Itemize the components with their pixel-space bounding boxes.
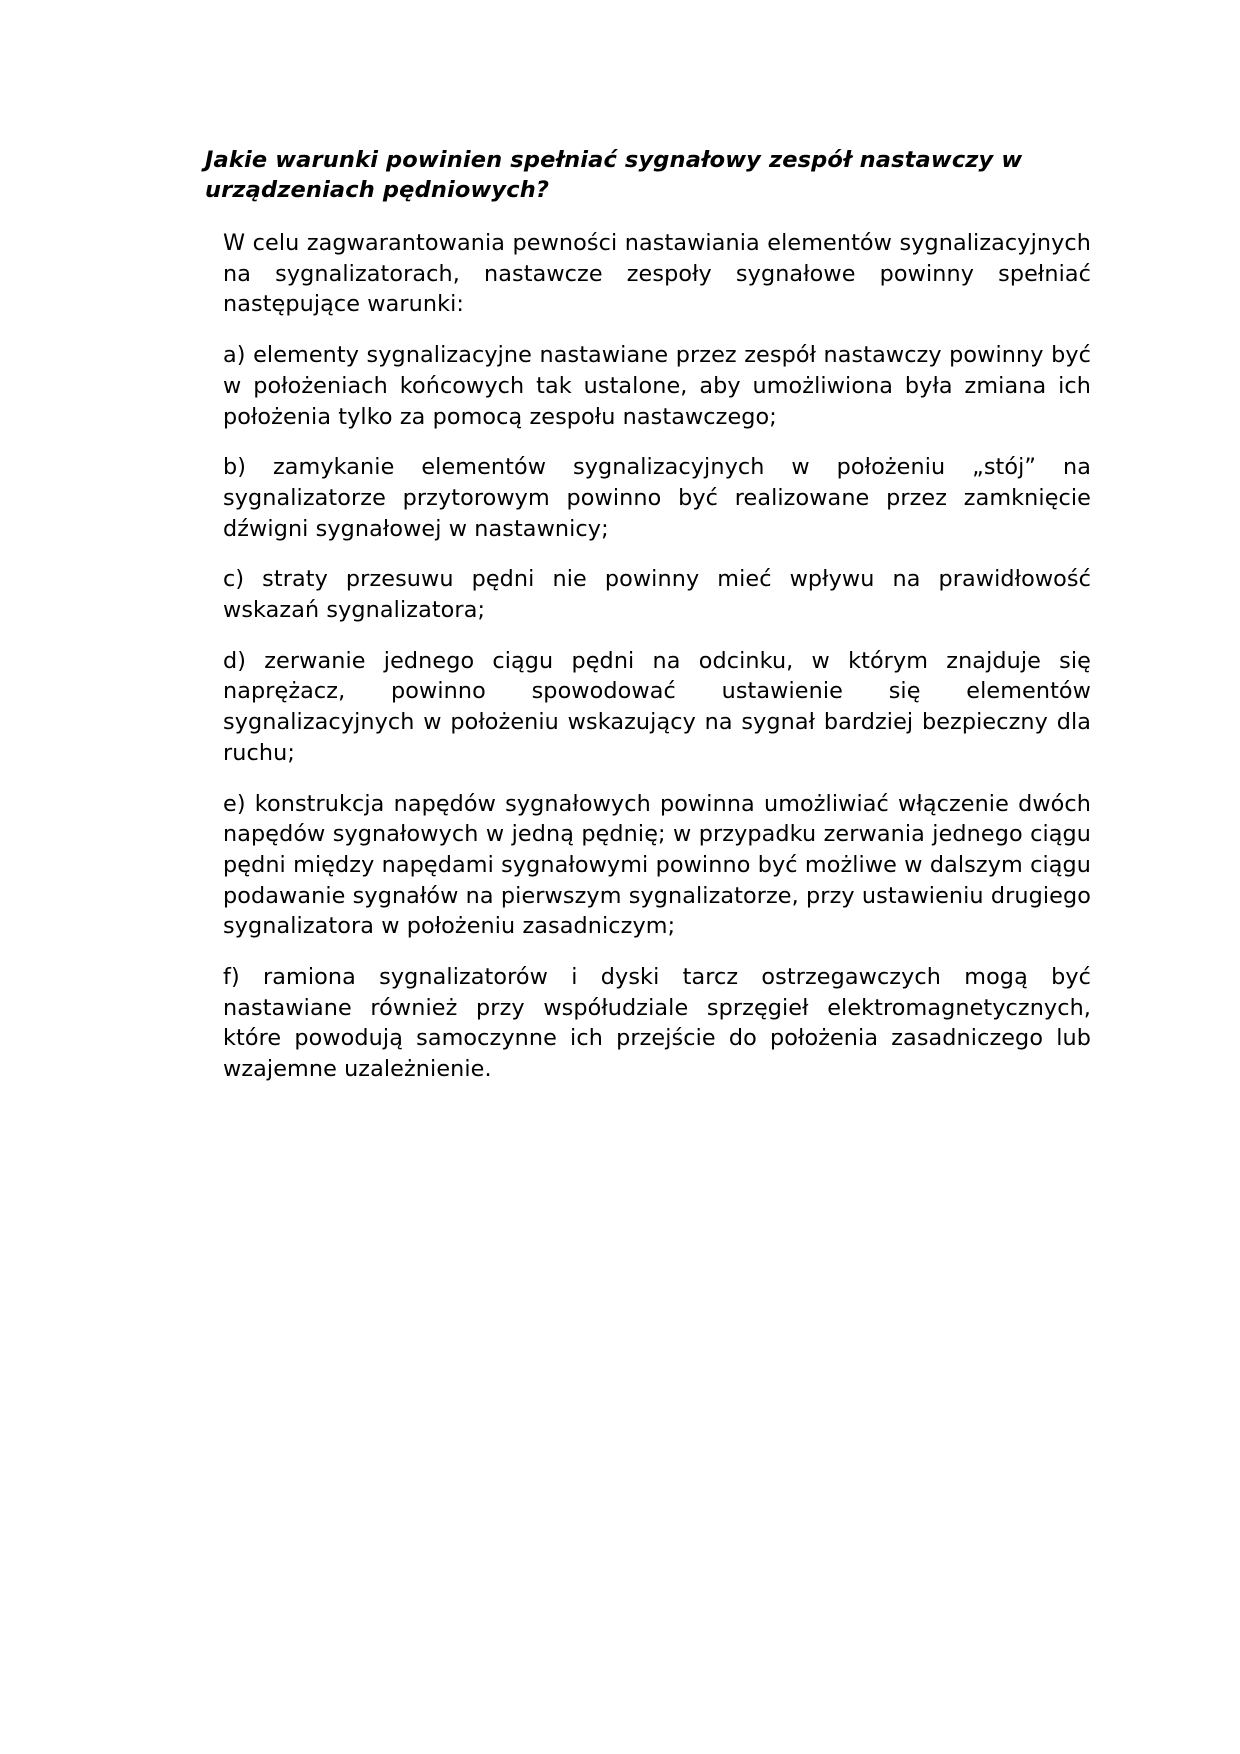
answer-body xyxy=(223,228,1091,1105)
condition-a: a) elementy sygnalizacyjne nastawiane przez zespół nastawczy powinny być w położeniach końcowych tak ustalone, aby umożliwiona była zmiana ich położenia tylko za pomocą zespołu nastawczego; xyxy=(223,342,1091,430)
condition-e: e) konstrukcja napędów sygnałowych powinna umożliwiać włączenie dwóch napędów sygnałowych w jedną pędnię; w przypadku zerwania jednego ciągu pędni między napędami sygnałowymi powinno być możliwe w dalszym ciągu podawanie sygnałów na pierwszym sygnalizatorze, przy ustawieniu drugiego sygnalizatora w położeniu zasadniczym; xyxy=(223,790,1091,940)
condition-f: f) ramiona sygnalizatorów i dyski tarcz ostrzegawczych mogą być nastawiane również przy współudziale sprzęgieł elektromagnetycznych, które powodują samoczynne ich przejście do położenia zasadniczego lub wzajemne uzależnienie. xyxy=(223,964,1091,1083)
condition-c: c) straty przesuwu pędni nie powinny mieć wpływu na prawidłowość wskazań sygnalizatora; xyxy=(223,566,1091,624)
condition-d: d) zerwanie jednego ciągu pędni na odcinku, w którym znajduje się naprężacz, powinno spowodować ustawienie się elementów sygnalizacyjnych w położeniu wskazujący na sygnał bardziej bezpieczny dla ruchu; xyxy=(223,647,1091,766)
intro-paragraph: W celu zagwarantowania pewności nastawiania elementów sygnalizacyjnych na sygnalizatorach, nastawcze zespoły sygnałowe powinny spełniać następujące warunki: xyxy=(223,230,1091,318)
condition-b: b) zamykanie elementów sygnalizacyjnych w położeniu „stój” na sygnalizatorze przytorowym powinno być realizowane przez zamknięcie dźwigni sygnałowej w nastawnicy; xyxy=(223,454,1091,542)
question-heading: Jakie warunki powinien spełniać sygnałowy zespół nastawczy w urządzeniach pędniowych? xyxy=(205,147,1023,203)
